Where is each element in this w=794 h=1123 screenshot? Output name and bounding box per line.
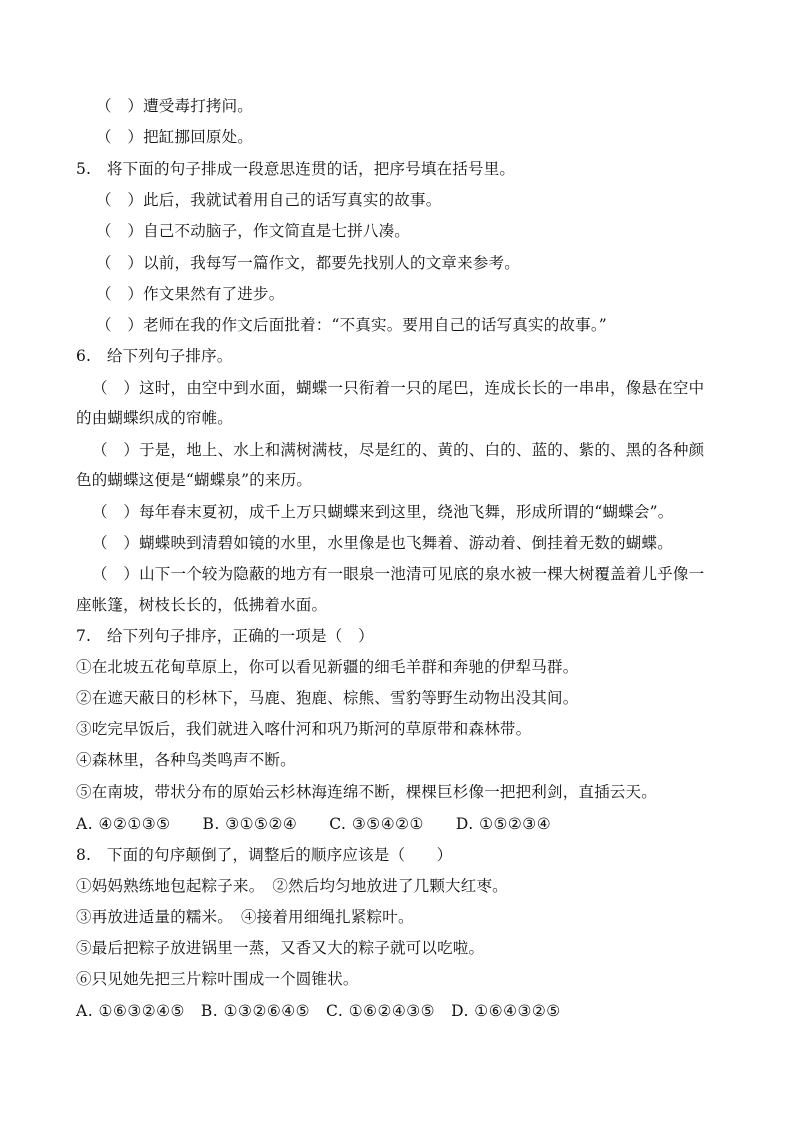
question-5-heading: 5. 将下面的句子排成一段意思连贯的话，把序号填在括号里。 <box>76 160 516 178</box>
option-line-continued: 色的蝴蝶这便是“蝴蝶泉”的来历。 <box>76 471 313 489</box>
answer-choices: A. ①⑥③②④⑤ B. ①③②⑥④⑤ C. ①⑥②④③⑤ D. ①⑥④③②⑤ <box>76 1002 561 1020</box>
question-7-heading: 7. 给下列句子排序，正确的一项是（ ） <box>76 627 374 645</box>
option-line-continued: 座帐篷，树枝长长的，低拂着水面。 <box>76 596 328 614</box>
option-line-continued: 的由蝴蝶织成的帘帷。 <box>76 409 234 427</box>
sentence-line: ④森林里，各种鸟类鸣声不断。 <box>76 751 296 769</box>
option-line: （ ）山下一个较为隐蔽的地方有一眼泉一池清可见底的泉水被一棵大树覆盖着儿乎像一 <box>92 565 705 583</box>
sentence-line: ⑤在南坡，带状分布的原始云杉林海连绵不断，棵棵巨杉像一把把利剑，直插云天。 <box>76 783 657 801</box>
sentence-line: ⑤最后把粽子放进锅里一蒸，又香又大的粽子就可以吃啦。 <box>76 939 485 957</box>
sentence-line: ③再放进适量的糯米。 ④接着用细绳扎紧粽叶。 <box>76 908 414 926</box>
option-line: （ ）以前，我每写一篇作文，都要先找别人的文章来参考。 <box>96 254 520 272</box>
option-line: （ ）自己不动脑子，作文简直是七拼八凑。 <box>96 222 411 240</box>
sentence-line: ①妈妈熟练地包起粽子来。 ②然后均匀地放进了几颗大红枣。 <box>76 877 508 895</box>
option-line: （ ）于是，地上、水上和满树满枝，尽是红的、黄的、白的、蓝的、紫的、黑的各种颜 <box>92 441 705 459</box>
option-line: （ ）遭受毒打拷问。 <box>96 97 254 115</box>
sentence-line: ②在遮天蔽日的杉林下，马鹿、狍鹿、棕熊、雪豹等野生动物出没其间。 <box>76 689 579 707</box>
question-6-heading: 6. 给下列句子排序。 <box>76 347 233 365</box>
option-line: （ ）此后，我就试着用自己的话写真实的故事。 <box>96 191 442 209</box>
option-line: （ ）蝴蝶映到清碧如镜的水里，水里像是也飞舞着、游动着、倒挂着无数的蝴蝶。 <box>92 534 673 552</box>
option-line: （ ）每年春末夏初，成千上万只蝴蝶来到这里，绕池飞舞，形成所谓的“蝴蝶会”。 <box>92 503 674 521</box>
answer-choices: A. ④②①③⑤ B. ③①⑤②④ C. ③⑤④②① D. ①⑤②③④ <box>76 815 552 833</box>
sentence-line: ⑥只见她先把三片粽叶围成一个圆锥状。 <box>76 970 359 988</box>
option-line: （ ）这时，由空中到水面，蝴蝶一只衔着一只的尾巴，连成长长的一串串，像悬在空中 <box>92 379 705 397</box>
sentence-line: ③吃完早饭后，我们就进入喀什河和巩乃斯河的草原带和森林带。 <box>76 720 532 738</box>
question-8-heading: 8. 下面的句序颠倒了，调整后的顺序应该是（ ） <box>76 846 453 864</box>
option-line: （ ）老师在我的作文后面批着：“不真实。要用自己的话写真实的故事。” <box>96 316 607 334</box>
option-line: （ ）把缸挪回原处。 <box>96 128 254 146</box>
option-line: （ ）作文果然有了进步。 <box>96 285 285 303</box>
sentence-line: ①在北坡五花甸草原上，你可以看见新疆的细毛羊群和奔驰的伊犁马群。 <box>76 658 579 676</box>
